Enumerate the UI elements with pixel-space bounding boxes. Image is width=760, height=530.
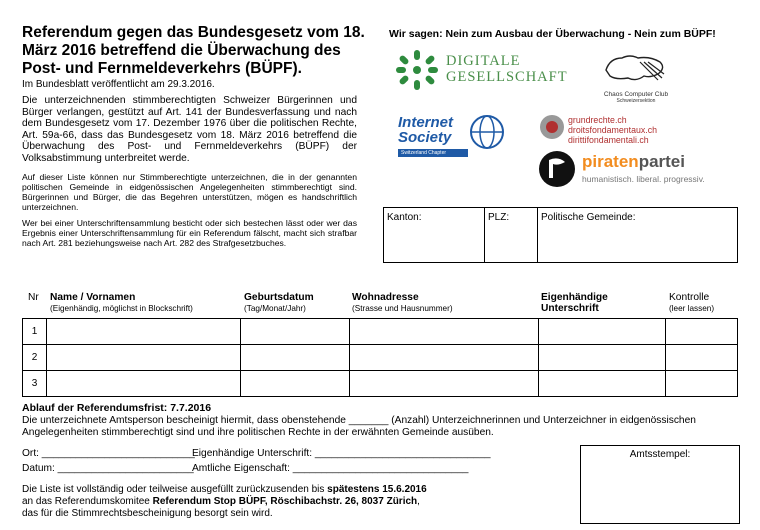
col-header-signature-line2: Unterschrift xyxy=(541,303,599,314)
col-header-nr: Nr xyxy=(28,292,39,303)
page-title: Referendum gegen das Bundesgesetz vom 18. März 2016 betreffend die Überwachung des Post- und Fernmeldeverkehrs (BÜPF). xyxy=(22,24,365,77)
pirate-flag-icon xyxy=(538,150,576,188)
ccc-name: Chaos Computer Club xyxy=(603,91,669,98)
official-stamp-box xyxy=(580,445,740,524)
slogan: Wir sagen: Nein zum Ausbau der Überwachung - Nein zum BÜPF! xyxy=(389,28,716,40)
ort-field[interactable]: Ort: ___________________________ xyxy=(22,448,195,459)
row-number: 2 xyxy=(23,345,47,371)
grundrechte-icon xyxy=(538,113,568,141)
name-cell[interactable] xyxy=(47,345,241,371)
signature-table xyxy=(22,318,738,397)
name-cell[interactable] xyxy=(47,371,241,397)
row-number: 1 xyxy=(23,319,47,345)
row-number: 3 xyxy=(23,371,47,397)
stamp-label: Amtsstempel: xyxy=(629,449,691,460)
piratenpartei-name xyxy=(582,153,685,171)
digitale-gesellschaft-logo xyxy=(394,48,568,97)
col-header-control-sub: (leer lassen) xyxy=(669,304,715,313)
ccc-logo xyxy=(600,50,680,104)
kanton-field[interactable] xyxy=(384,208,484,262)
birthdate-cell[interactable] xyxy=(241,345,350,371)
location-box xyxy=(383,207,738,263)
signature-cell[interactable] xyxy=(539,371,666,397)
eligibility-notice: Auf dieser Liste können nur Stimmberechtigte unterzeichnen, die in der genannten politischen Gemeinde in eidgenössischen Angelegenheiten stimmberechtigt sind. Bürgerinnen und Bürger, die das Begehren unterstützen, mögen es handschriftlich unterzeichnen. xyxy=(22,172,357,212)
col-header-address-title: Wohnadresse xyxy=(352,292,419,303)
piratenpartei-logo xyxy=(538,150,705,193)
return-last: das für die Stimmrechtsbescheinigung besorgt sein wird. xyxy=(22,508,273,519)
gemeinde-field[interactable] xyxy=(537,208,739,262)
return-instructions xyxy=(22,484,572,520)
isoc-globe-icon xyxy=(468,113,506,151)
col-header-name-title: Name / Vornamen xyxy=(50,292,136,303)
address-cell[interactable] xyxy=(350,319,539,345)
col-header-name-sub: (Eigenhändig, möglichst in Blockschrift) xyxy=(50,304,193,313)
col-header-birth-title: Geburtsdatum xyxy=(244,292,314,303)
grundrechte-line2: droitsfondamentaux.ch xyxy=(568,125,657,135)
datum-field[interactable]: Datum: ________________________ xyxy=(22,463,194,474)
table-row xyxy=(23,345,738,371)
plz-label: PLZ: xyxy=(488,212,510,223)
official-signature-field[interactable]: Eigenhändige Unterschrift: _______________________________ xyxy=(192,448,491,459)
official-capacity-field[interactable]: Amtliche Eigenschaft: _______________________________ xyxy=(192,463,469,474)
kanton-label: Kanton: xyxy=(387,212,422,223)
referendum-deadline: Ablauf der Referendumsfrist: 7.7.2016 xyxy=(22,402,212,414)
col-header-control xyxy=(669,292,714,314)
isoc-line2: Society xyxy=(398,129,452,146)
control-cell xyxy=(666,371,738,397)
piratenpartei-name-part2: partei xyxy=(638,152,685,171)
grundrechte-line1: grundrechte.ch xyxy=(568,115,627,125)
digitale-gesellschaft-icon xyxy=(394,48,440,92)
intro-text: Die unterzeichnenden stimmberechtigten Schweizer Bürgerinnen und Bürger verlangen, gestützt auf Art. 141 der Bundesverfassung und nach dem Bundesgesetz vom 17. Dezember 1976 über die politischen Rechte, Art. 59a-66, dass das Bundesgesetz vom 18. März 2016 betreffend die Überwachung des Post- und Fernmeldeverkehrs (BÜPF) der Volksabstimmung unterbreitet werde. xyxy=(22,95,357,164)
table-row xyxy=(23,371,738,397)
isoc-chapter: Switzerland Chapter xyxy=(398,149,468,157)
address-cell[interactable] xyxy=(350,371,539,397)
piratenpartei-tagline: humanistisch. liberal. progressiv. xyxy=(582,174,705,184)
col-header-birth xyxy=(244,292,314,314)
col-header-name xyxy=(50,292,193,314)
signature-cell[interactable] xyxy=(539,319,666,345)
return-date: spätestens 15.6.2016 xyxy=(327,484,427,495)
signature-cell[interactable] xyxy=(539,345,666,371)
col-header-birth-sub: (Tag/Monat/Jahr) xyxy=(244,304,306,313)
penalty-notice: Wer bei einer Unterschriftensammlung besticht oder sich bestechen lässt oder wer das Ergebnis einer Unterschriftensammlung für ein Referendum fälscht, macht sich strafbar nach Art. 281 beziehungsweise nach Art. 282 des Strafgesetzbuches. xyxy=(22,218,357,248)
birthdate-cell[interactable] xyxy=(241,319,350,345)
col-header-control-title: Kontrolle xyxy=(669,292,710,303)
grundrechte-logo xyxy=(538,113,657,146)
return-address: Referendum Stop BÜPF, Röschibachstr. 26, 8037 Zürich xyxy=(152,496,418,507)
col-header-signature-line1: Eigenhändige xyxy=(541,292,608,303)
name-cell[interactable] xyxy=(47,319,241,345)
birthdate-cell[interactable] xyxy=(241,371,350,397)
control-cell xyxy=(666,319,738,345)
control-cell xyxy=(666,345,738,371)
plz-field[interactable] xyxy=(484,208,537,262)
digitale-gesellschaft-line2: GESELLSCHAFT xyxy=(446,69,568,85)
table-row xyxy=(23,319,738,345)
col-header-signature xyxy=(541,292,608,314)
publication-note: Im Bundesblatt veröffentlicht am 29.3.2016. xyxy=(22,79,215,90)
digitale-gesellschaft-line1: DIGITALE xyxy=(446,53,521,69)
col-header-address-sub: (Strasse und Hausnummer) xyxy=(352,304,453,313)
grundrechte-line3: dirittifondamentali.ch xyxy=(568,135,649,145)
internet-society-logo xyxy=(398,115,468,157)
return-mid: an das Referendumskomitee xyxy=(22,496,153,507)
return-end: , xyxy=(417,496,420,507)
ccc-switzerland-map-icon xyxy=(600,50,672,86)
certification-text: Die unterzeichnete Amtsperson bescheinigt hiermit, dass obenstehende _______ (Anzahl) Unterzeichnerinnen und Unterzeichner in eidgenössischen Angelegenheiten stimmberechtigt sind und ihre politischen Rechte in der erwähnten Gemeinde ausüben. xyxy=(22,415,696,438)
piratenpartei-name-part1: piraten xyxy=(582,152,639,171)
col-header-address xyxy=(352,292,453,314)
ccc-section: Schweizersektion xyxy=(616,98,656,104)
return-pre: Die Liste ist vollständig oder teilweise ausgefüllt zurückzusenden bis xyxy=(22,484,328,495)
isoc-line1: Internet xyxy=(398,114,454,131)
address-cell[interactable] xyxy=(350,345,539,371)
gemeinde-label: Politische Gemeinde: xyxy=(541,212,636,223)
